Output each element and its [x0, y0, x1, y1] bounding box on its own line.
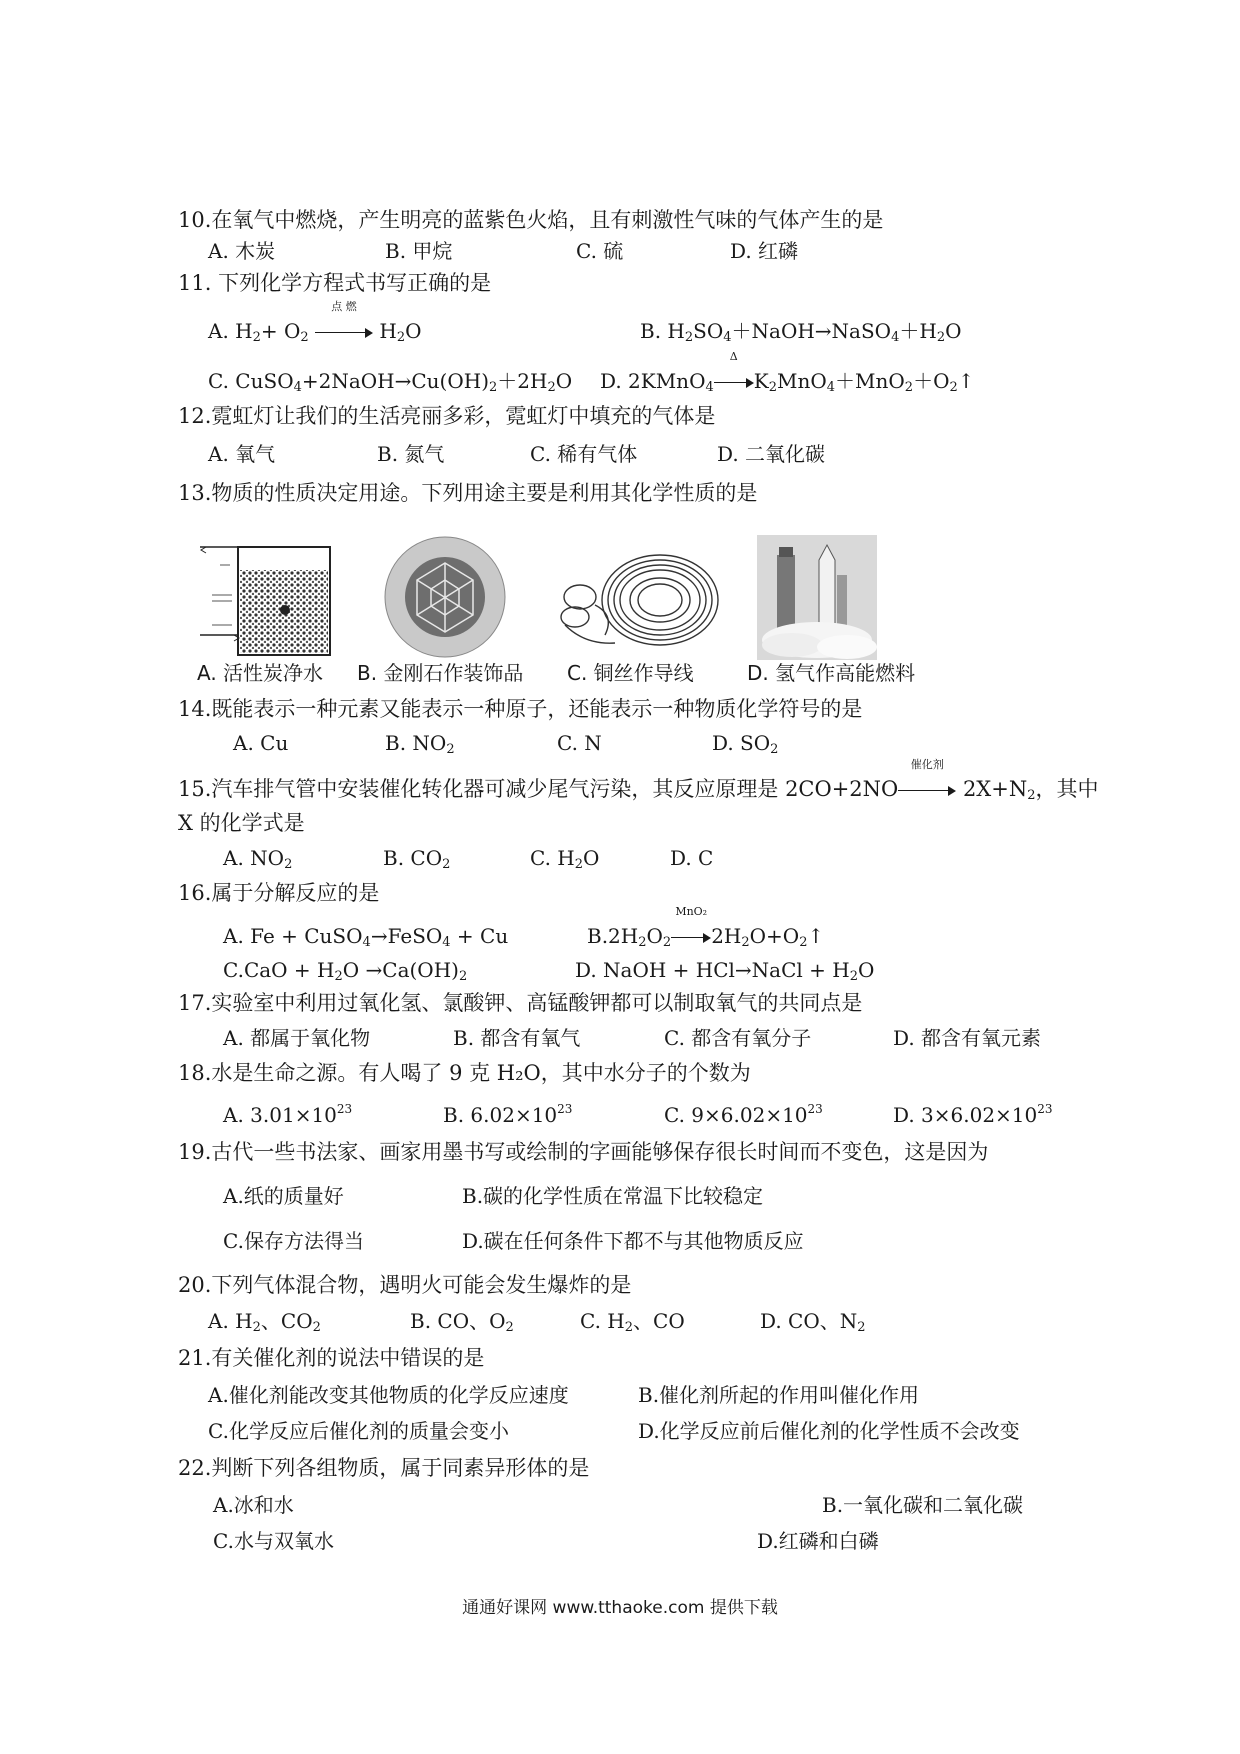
question-13-stem: 13.物质的性质决定用途。下列用途主要是利用其化学性质的是	[178, 481, 758, 505]
q20-option-d: D. CO、$N_2$	[760, 1309, 866, 1335]
reaction-arrow-icon	[714, 378, 754, 388]
question-16-stem: 16.属于分解反应的是	[178, 881, 380, 905]
question-15-stem-line2: X 的化学式是	[178, 811, 305, 835]
q14-option-c: C. N	[557, 731, 602, 755]
q15-option-a: A. $NO_2$	[223, 846, 293, 872]
q17-option-d: D. 都含有氧元素	[893, 1026, 1042, 1050]
q15-option-d: D. C	[670, 846, 714, 870]
q13-option-a: A. 活性炭净水	[197, 661, 324, 685]
q13-option-d: D. 氢气作高能燃料	[747, 661, 916, 685]
q11-option-b: B. $H_2SO_4+NaOH\to NaSO_4+H_2O$	[640, 319, 962, 345]
q12-option-a: A. 氧气	[208, 442, 276, 466]
q15-condition-catalyst: 催化剂	[910, 758, 944, 771]
q11-option-d: D. 2KMnO$_4$ Δ $K_2MnO_4+MnO_2+O_2↑$	[600, 350, 975, 395]
reaction-arrow-icon	[671, 933, 711, 943]
q15-option-b: B. $CO_2$	[383, 846, 451, 872]
question-15-stem: 15.汽车排气管中安装催化转化器可减少尾气污染，其反应原理是 2CO+2NO 催化剂 $2X+N_2$，其中	[178, 758, 1099, 803]
q14-option-a: A. Cu	[233, 731, 289, 755]
q12-option-c: C. 稀有气体	[530, 442, 638, 466]
q21-option-d: D.化学反应前后催化剂的化学性质不会改变	[638, 1419, 1020, 1443]
q16-option-c: $C.CaO + H_2O \to Ca(OH)_2$	[223, 958, 468, 984]
activated-carbon-filter-illustration	[200, 535, 340, 660]
q18-option-c: C. $9\times 6.02\times 10^{23}$	[664, 1102, 823, 1127]
q22-option-b: B.一氧化碳和二氧化碳	[822, 1493, 1024, 1517]
q13-option-b: B. 金刚石作装饰品	[357, 661, 524, 685]
q18-option-a: A. $3.01\times 10^{23}$	[223, 1102, 353, 1127]
q18-option-b: B. $6.02\times 10^{23}$	[443, 1102, 573, 1127]
question-11-stem: 11. 下列化学方程式书写正确的是	[178, 271, 492, 295]
q21-option-a: A.催化剂能改变其他物质的化学反应速度	[208, 1383, 569, 1407]
q17-option-b: B. 都含有氧气	[453, 1026, 581, 1050]
reaction-arrow-icon	[898, 786, 956, 796]
question-22-stem: 22.判断下列各组物质，属于同素异形体的是	[178, 1456, 590, 1480]
q12-option-b: B. 氮气	[377, 442, 445, 466]
q20-option-a: A. $H_2$、$CO_2$	[208, 1309, 321, 1335]
q10-option-c: C. 硫	[576, 239, 624, 263]
q17-option-c: C. 都含有氧分子	[664, 1026, 812, 1050]
q10-option-b: B. 甲烷	[385, 239, 453, 263]
q16-condition-catalyst: MnO₂	[675, 905, 708, 918]
q11-condition-ignite: 点 燃	[331, 300, 357, 313]
q15-stem-text: 15.汽车排气管中安装催化转化器可减少尾气污染，其反应原理是 2CO+2NO	[178, 777, 899, 801]
rocket-launch-illustration	[757, 535, 877, 660]
q22-option-d: D.红磷和白磷	[757, 1529, 879, 1553]
question-14-stem: 14.既能表示一种元素又能表示一种原子，还能表示一种物质化学符号的是	[178, 697, 863, 721]
q16-option-d: D. NaOH + HCl→NaCl + $H_2O$	[575, 958, 875, 984]
q19-option-a: A.纸的质量好	[223, 1184, 344, 1208]
q17-option-a: A. 都属于氧化物	[223, 1026, 371, 1050]
question-18-stem: 18.水是生命之源。有人喝了 9 克 H₂O，其中水分子的个数为	[178, 1061, 751, 1085]
q13-option-c: C. 铜丝作导线	[567, 661, 694, 685]
q14-option-b: B. $NO_2$	[385, 731, 455, 757]
q19-option-b: B.碳的化学性质在常温下比较稳定	[462, 1184, 764, 1208]
question-12-stem: 12.霓虹灯让我们的生活亮丽多彩，霓虹灯中填充的气体是	[178, 404, 716, 428]
q14-option-d: D. $SO_2$	[712, 731, 779, 757]
q11-option-a: A. $H_2+ O_2$ 点 燃 $H_2O$	[208, 300, 422, 345]
reaction-arrow-icon	[315, 328, 373, 338]
q11-condition-heat: Δ	[729, 350, 738, 363]
q20-option-b: B. CO、$O_2$	[410, 1309, 514, 1335]
q21-option-c: C.化学反应后催化剂的质量会变小	[208, 1419, 509, 1443]
q16-option-a: A. Fe + CuSO$_4$→FeSO$_4$ + Cu	[223, 924, 509, 950]
copper-wire-coil-illustration	[555, 535, 725, 660]
q10-option-a: A. 木炭	[208, 239, 276, 263]
question-10-stem: 10.在氧气中燃烧，产生明亮的蓝紫色火焰，且有刺激性气味的气体产生的是	[178, 208, 884, 232]
q15-option-c: C. $H_2O$	[530, 846, 600, 872]
q10-option-d: D. 红磷	[730, 239, 799, 263]
question-20-stem: 20.下列气体混合物，遇明火可能会发生爆炸的是	[178, 1273, 632, 1297]
diamond-illustration	[375, 535, 515, 660]
page-footer: 通通好课网 www.tthaoke.com 提供下载	[462, 1598, 778, 1618]
q19-option-d: D.碳在任何条件下都不与其他物质反应	[462, 1229, 804, 1253]
question-17-stem: 17.实验室中利用过氧化氢、氯酸钾、高锰酸钾都可以制取氧气的共同点是	[178, 991, 863, 1015]
q22-option-c: C.水与双氧水	[213, 1529, 334, 1553]
q19-option-c: C.保存方法得当	[223, 1229, 364, 1253]
question-19-stem: 19.古代一些书法家、画家用墨书写或绘制的字画能够保存很长时间而不变色，这是因为	[178, 1140, 989, 1164]
q21-option-b: B.催化剂所起的作用叫催化作用	[638, 1383, 920, 1407]
q11-option-c: C. $CuSO_4+2NaOH\to Cu(OH)_2+2H_2O$	[208, 369, 573, 395]
q18-option-d: D. $3\times 6.02\times 10^{23}$	[893, 1102, 1053, 1127]
question-21-stem: 21.有关催化剂的说法中错误的是	[178, 1346, 485, 1370]
q20-option-c: C. $H_2$、CO	[580, 1309, 685, 1335]
q22-option-a: A.冰和水	[213, 1493, 294, 1517]
q16-option-b: $B.2H_2O_2$ MnO₂ $2H_2O+O_2↑$	[587, 905, 825, 950]
q12-option-d: D. 二氧化碳	[717, 442, 826, 466]
